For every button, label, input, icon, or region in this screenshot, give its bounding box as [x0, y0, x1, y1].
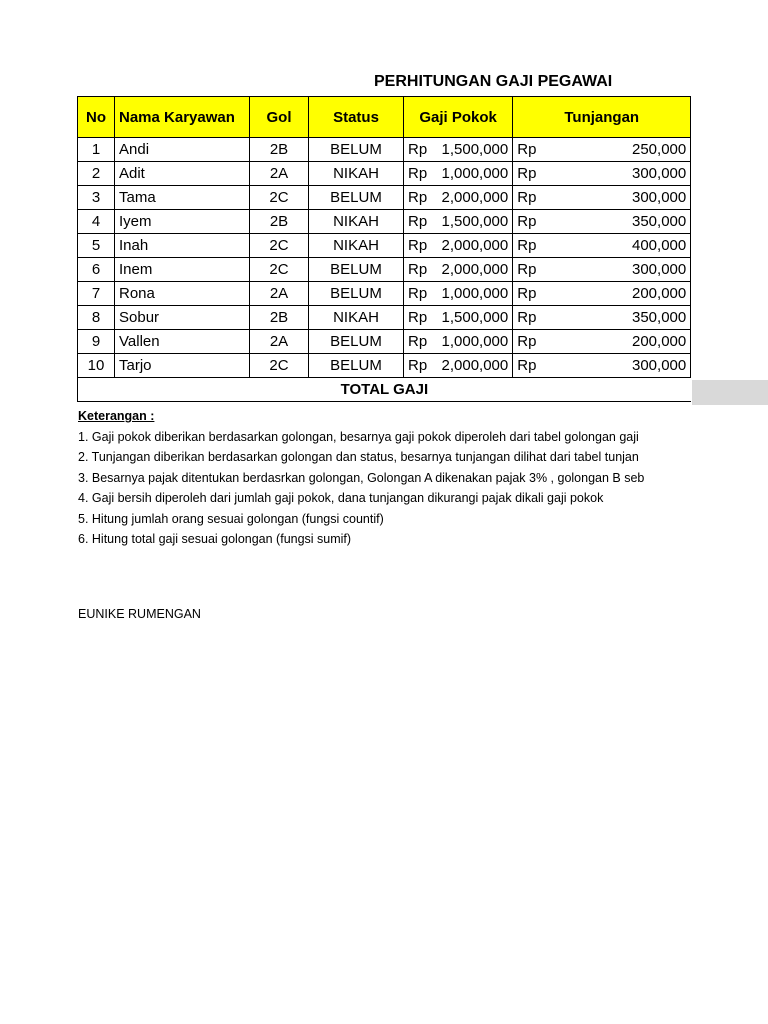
notes-heading: Keterangan : — [78, 409, 155, 423]
cell-tunjangan: 300,000 — [547, 258, 691, 282]
cell-gol: 2B — [250, 210, 309, 234]
cell-status: BELUM — [309, 330, 404, 354]
cell-tunjangan: 300,000 — [547, 162, 691, 186]
cell-gaji-pokok: 2,000,000 — [438, 258, 513, 282]
cell-nama: Inem — [115, 258, 250, 282]
header-gaji-pokok: Gaji Pokok — [404, 97, 513, 138]
header-nama: Nama Karyawan — [115, 97, 250, 138]
cell-tunjangan-currency: Rp — [513, 306, 547, 330]
cell-status: BELUM — [309, 258, 404, 282]
note-item: 2. Tunjangan diberikan berdasarkan golongan dan status, besarnya tunjangan dilihat dari tabel tunjan — [78, 450, 639, 464]
note-item: 1. Gaji pokok diberikan berdasarkan golongan, besarnya gaji pokok diperoleh dari tabel golongan gaji — [78, 429, 639, 444]
table-row — [78, 138, 691, 162]
cell-no: 4 — [78, 210, 115, 234]
cell-status: NIKAH — [309, 210, 404, 234]
table-body — [78, 138, 691, 378]
total-row — [78, 378, 691, 402]
gray-cell-band — [692, 380, 768, 405]
cell-gaji-currency: Rp — [404, 258, 438, 282]
cell-tunjangan: 350,000 — [547, 306, 691, 330]
table-row — [78, 234, 691, 258]
cell-gaji-currency: Rp — [404, 186, 438, 210]
cell-status: NIKAH — [309, 162, 404, 186]
cell-no: 2 — [78, 162, 115, 186]
cell-gaji-currency: Rp — [404, 354, 438, 378]
cell-tunjangan-currency: Rp — [513, 234, 547, 258]
cell-gaji-currency: Rp — [404, 234, 438, 258]
cell-status: NIKAH — [309, 306, 404, 330]
cell-tunjangan-currency: Rp — [513, 138, 547, 162]
cell-gaji-currency: Rp — [404, 210, 438, 234]
cell-tunjangan: 300,000 — [547, 354, 691, 378]
cell-no: 3 — [78, 186, 115, 210]
table-row — [78, 330, 691, 354]
cell-tunjangan: 300,000 — [547, 186, 691, 210]
cell-tunjangan-currency: Rp — [513, 162, 547, 186]
cell-nama: Vallen — [115, 330, 250, 354]
cell-gaji-currency: Rp — [404, 138, 438, 162]
cell-nama: Sobur — [115, 306, 250, 330]
cell-gaji-currency: Rp — [404, 282, 438, 306]
note-item: 5. Hitung jumlah orang sesuai golongan (fungsi countif) — [78, 511, 384, 526]
cell-gol: 2A — [250, 162, 309, 186]
cell-tunjangan-currency: Rp — [513, 330, 547, 354]
notes-section — [78, 406, 692, 550]
cell-nama: Inah — [115, 234, 250, 258]
table-header-row — [78, 97, 691, 138]
cell-status: BELUM — [309, 282, 404, 306]
cell-gaji-pokok: 1,500,000 — [438, 210, 513, 234]
sheet-title: PERHITUNGAN GAJI PEGAWAI — [374, 73, 613, 90]
cell-gol: 2A — [250, 282, 309, 306]
cell-no: 8 — [78, 306, 115, 330]
cell-tunjangan-currency: Rp — [513, 354, 547, 378]
cell-gaji-pokok: 2,000,000 — [438, 354, 513, 378]
cell-no: 1 — [78, 138, 115, 162]
header-no: No — [78, 97, 115, 138]
cell-nama: Andi — [115, 138, 250, 162]
cell-gaji-currency: Rp — [404, 330, 438, 354]
cell-tunjangan-currency: Rp — [513, 186, 547, 210]
cell-gaji-pokok: 1,000,000 — [438, 162, 513, 186]
table-row — [78, 186, 691, 210]
cell-nama: Iyem — [115, 210, 250, 234]
cell-gol: 2B — [250, 138, 309, 162]
cell-tunjangan: 400,000 — [547, 234, 691, 258]
cell-no: 5 — [78, 234, 115, 258]
table-row — [78, 306, 691, 330]
cell-no: 10 — [78, 354, 115, 378]
salary-table — [77, 96, 691, 402]
cell-no: 6 — [78, 258, 115, 282]
cell-tunjangan-currency: Rp — [513, 282, 547, 306]
header-tunjangan: Tunjangan — [513, 97, 691, 138]
cell-status: BELUM — [309, 138, 404, 162]
author-name: EUNIKE RUMENGAN — [78, 607, 201, 621]
cell-gol: 2C — [250, 186, 309, 210]
cell-gaji-pokok: 1,500,000 — [438, 138, 513, 162]
cell-gol: 2C — [250, 354, 309, 378]
cell-gaji-pokok: 1,500,000 — [438, 306, 513, 330]
cell-tunjangan: 200,000 — [547, 282, 691, 306]
note-item: 4. Gaji bersih diperoleh dari jumlah gaji pokok, dana tunjangan dikurangi pajak dikali gaji pokok — [78, 491, 604, 505]
cell-gol: 2C — [250, 234, 309, 258]
cell-no: 9 — [78, 330, 115, 354]
header-gol: Gol — [250, 97, 309, 138]
cell-gaji-pokok: 2,000,000 — [438, 186, 513, 210]
table-row — [78, 354, 691, 378]
cell-gaji-currency: Rp — [404, 162, 438, 186]
cell-status: BELUM — [309, 186, 404, 210]
cell-status: BELUM — [309, 354, 404, 378]
cell-tunjangan: 250,000 — [547, 138, 691, 162]
cell-nama: Adit — [115, 162, 250, 186]
total-label: TOTAL GAJI — [78, 378, 691, 402]
cell-gaji-pokok: 1,000,000 — [438, 330, 513, 354]
note-item: 3. Besarnya pajak ditentukan berdasrkan golongan, Golongan A dikenakan pajak 3% , golongan B seb — [78, 470, 645, 485]
cell-tunjangan-currency: Rp — [513, 210, 547, 234]
cell-status: NIKAH — [309, 234, 404, 258]
cell-nama: Rona — [115, 282, 250, 306]
header-status: Status — [309, 97, 404, 138]
cell-gol: 2A — [250, 330, 309, 354]
cell-tunjangan: 200,000 — [547, 330, 691, 354]
cell-gol: 2C — [250, 258, 309, 282]
cell-gaji-pokok: 2,000,000 — [438, 234, 513, 258]
cell-tunjangan: 350,000 — [547, 210, 691, 234]
cell-no: 7 — [78, 282, 115, 306]
table-row — [78, 282, 691, 306]
cell-gol: 2B — [250, 306, 309, 330]
cell-tunjangan-currency: Rp — [513, 258, 547, 282]
cell-nama: Tama — [115, 186, 250, 210]
cell-nama: Tarjo — [115, 354, 250, 378]
cell-gaji-pokok: 1,000,000 — [438, 282, 513, 306]
table-row — [78, 210, 691, 234]
table-row — [78, 258, 691, 282]
cell-gaji-currency: Rp — [404, 306, 438, 330]
table-row — [78, 162, 691, 186]
note-item: 6. Hitung total gaji sesuai golongan (fungsi sumif) — [78, 532, 352, 546]
